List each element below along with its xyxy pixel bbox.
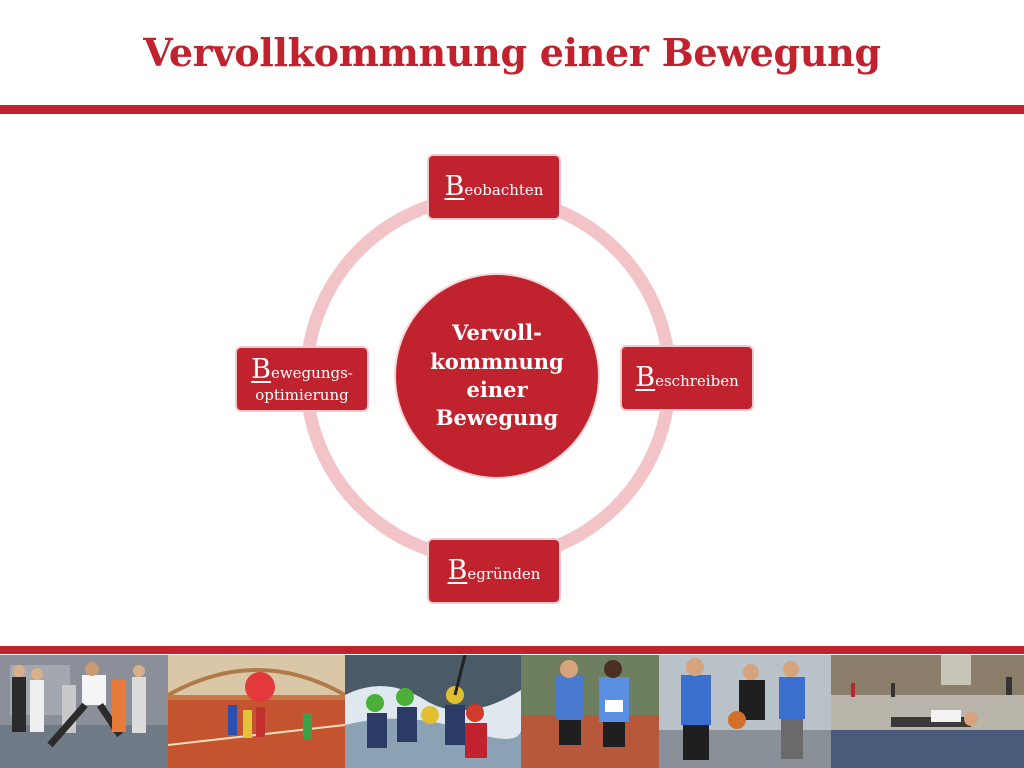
- node-label: egründen: [467, 564, 541, 583]
- node-begruenden: [427, 538, 561, 604]
- center-circle: [396, 275, 598, 477]
- top-divider: [0, 105, 1024, 114]
- node-label-line2: optimierung: [255, 386, 349, 405]
- node-label: eobachten: [464, 180, 544, 199]
- photo-track-runners: [521, 655, 659, 768]
- photo-gym-ball-game: [168, 655, 345, 768]
- center-text-line2: kommnung: [430, 348, 564, 374]
- node-beobachten: [427, 154, 561, 220]
- center-text-line3: einer: [466, 377, 528, 402]
- node-initial: B: [444, 170, 465, 202]
- photo-basketball: [659, 655, 831, 768]
- node-beschreiben: [620, 345, 754, 411]
- node-initial: B: [251, 353, 271, 385]
- node-initial: B: [447, 554, 468, 586]
- node-bewegungsoptimierung: [235, 346, 369, 412]
- photo-strip: [0, 655, 1024, 768]
- center-text-line4: Bewegung: [435, 405, 559, 431]
- center-text-line1: Vervoll-: [452, 320, 542, 346]
- photo-rafting: [345, 655, 521, 768]
- photo-gym-mat-exercise: [831, 655, 1024, 768]
- node-initial: B: [635, 361, 656, 393]
- slide-title: Vervollkommnung einer Bewegung: [143, 30, 881, 75]
- node-label: eschreiben: [655, 371, 739, 390]
- node-label: ewegungs-: [270, 363, 353, 382]
- bottom-divider: [0, 646, 1024, 654]
- photo-handball-players: [0, 655, 168, 768]
